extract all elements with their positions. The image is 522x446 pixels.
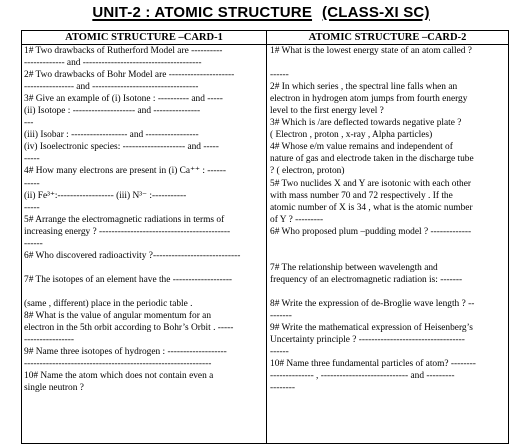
card1-line: (ii) Isotope : -------------------- and ---------------: [24, 106, 201, 117]
card1-line: increasing energy ? ------------------------------------------: [24, 226, 231, 237]
class-label: (CLASS-XI SC): [322, 4, 430, 21]
card2-line: with mass number 70 and 72 respectively . If the: [270, 190, 453, 201]
card1-line: (ii) Fe³⁺:------------------ (iii) N³⁻ :-----------: [24, 190, 187, 201]
card1-line: ---------------- and ----------------------------------: [24, 82, 199, 93]
card2-column: [270, 45, 507, 394]
card2-line: [270, 57, 507, 69]
card1-line: -----: [24, 154, 40, 165]
card2-line: 9# Write the mathematical expression of Heisenberg’s: [270, 323, 473, 334]
card1-line: 9# Name three isotopes of hydrogen : -------------------: [24, 347, 227, 358]
card2-line: ( Electron , proton , x-ray , Alpha particles): [270, 130, 433, 141]
card2-line: Uncertainty principle ? ----------------------------------: [270, 335, 465, 346]
card1-line: (iv) Isoelectronic species: -------------------- and -----: [24, 142, 219, 153]
card1-line: ------------- and --------------------------------------: [24, 58, 202, 69]
unit-title: UNIT-2 : ATOMIC STRUCTURE: [92, 4, 313, 21]
card1-column: [24, 45, 264, 394]
card2-line: ------: [270, 347, 289, 358]
card1-line: 8# What is the value of angular momentum for an: [24, 311, 212, 322]
card1-line: single neutron ?: [24, 383, 84, 394]
card1-line: ---: [24, 118, 34, 129]
card1-line: 4# How many electrons are present in (i) Ca⁺⁺ : ------: [24, 166, 227, 177]
card2-line: [270, 238, 507, 250]
card1-line: 3# Give an example of (i) Isotone : ---------- and -----: [24, 94, 223, 105]
card2-line: 5# Two nuclides X and Y are isotonic with each other: [270, 178, 472, 189]
card1-line: 2# Two drawbacks of Bohr Model are ---------------------: [24, 70, 235, 81]
card2-line: [270, 286, 507, 298]
card1-line: -----: [24, 202, 40, 213]
card2-line: frequency of an electromagnetic radiation is: -------: [270, 274, 463, 285]
card1-line: 6# Who discovered radioactivity ?----------------------------: [24, 250, 241, 261]
card2-line: ------: [270, 70, 289, 81]
card1-line: [24, 286, 264, 298]
card1-line: [24, 262, 264, 274]
card1-line: ------: [24, 238, 43, 249]
card2-line: 2# In which series , the spectral line falls when an: [270, 82, 458, 93]
card2-line: [270, 250, 507, 262]
card1-line: (iii) Isobar : ------------------ and -----------------: [24, 130, 199, 141]
card2-line: 6# Who proposed plum –pudding model ? -------------: [270, 226, 472, 237]
card2-line: 3# Which is /are deflected towards negative plate ?: [270, 118, 462, 129]
card2-line: electron in hydrogen atom jumps from fourth energy: [270, 94, 468, 105]
card2-line: ? ( electron, proton): [270, 166, 345, 177]
page-title: [0, 4, 522, 21]
card2-line: --------: [270, 383, 295, 394]
card2-line: 7# The relationship between wavelength and: [270, 262, 438, 273]
card1-line: 10# Name the atom which does not contain even a: [24, 371, 214, 382]
card1-line: electron in the 5th orbit according to Bohr’s Orbit . -----: [24, 323, 234, 334]
card2-header: ATOMIC STRUCTURE –CARD-2: [267, 31, 508, 45]
card2-line: of Y ? ---------: [270, 214, 324, 225]
card1-line: -----: [24, 178, 40, 189]
card1-line: 1# Two drawbacks of Rutherford Model are ----------: [24, 46, 223, 56]
card1-header: ATOMIC STRUCTURE –CARD-1: [22, 31, 266, 45]
column-divider: [266, 31, 267, 443]
card2-line: 8# Write the expression of de-Broglie wave length ? --: [270, 298, 475, 309]
card1-line: (same , different) place in the periodic table .: [24, 298, 193, 309]
card2-line: 1# What is the lowest energy state of an atom called ?: [270, 46, 472, 56]
card2-line: 4# Whose e/m value remains and independent of: [270, 142, 453, 153]
card2-line: 10# Name three fundamental particles of atom? --------: [270, 359, 476, 370]
card2-line: level to the first energy level ?: [270, 106, 384, 117]
card2-line: atomic number of X is 34 , what is the atomic number: [270, 202, 473, 213]
card1-line: 5# Arrange the electromagnetic radiations in terms of: [24, 214, 225, 225]
question-table: [21, 30, 509, 444]
card2-line: -------------- , ---------------------------- and ---------: [270, 371, 455, 382]
card2-line: -------: [270, 311, 292, 322]
card2-line: nature of gas and electrode taken in the discharge tube: [270, 154, 474, 165]
card1-line: ----------------: [24, 335, 74, 346]
card1-line: ------------------------------------------------------------: [24, 359, 212, 370]
card1-line: 7# The isotopes of an element have the -------------------: [24, 274, 233, 285]
